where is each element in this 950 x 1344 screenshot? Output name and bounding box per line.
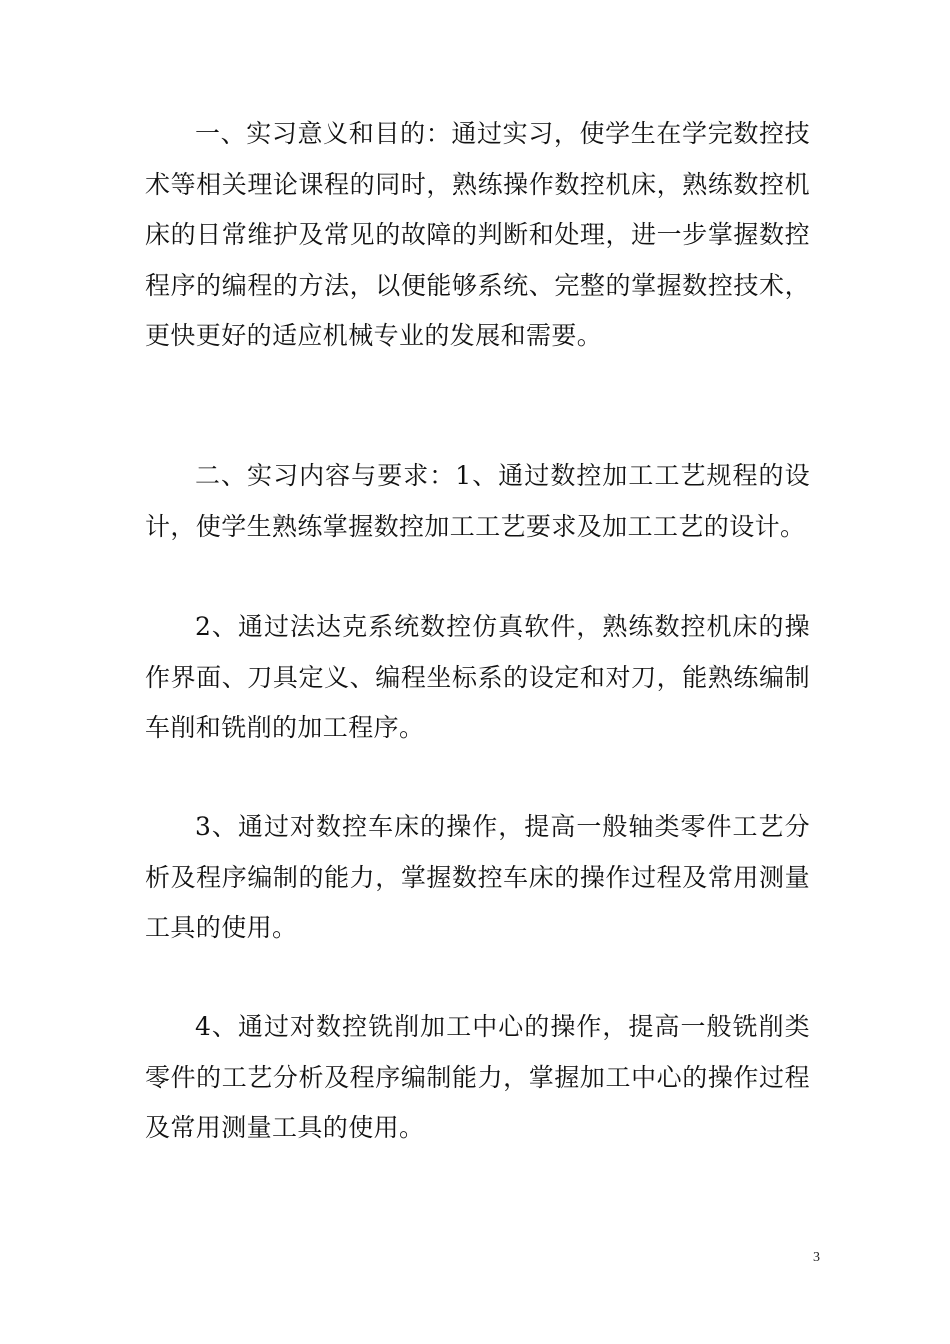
paragraph-requirement-4: 4、通过对数控铣削加工中心的操作，提高一般铣削类零件的工艺分析及程序编制能力，掌握加工中心的操作过程及常用测量工具的使用。 [145, 1012, 810, 1142]
paragraph-internship-purpose: 一、实习意义和目的：通过实习，使学生在学完数控技术等相关理论课程的同时，熟练操作数控机床，熟练数控机床的日常维护及常见的故障的判断和处理，进一步掌握数控程序的编程的方法，以便能够系统、完整的掌握数控技术，更快更好的适应机械专业的发展和需要。 [145, 119, 810, 350]
paragraph-requirement-3: 3、通过对数控车床的操作，提高一般轴类零件工艺分析及程序编制的能力，掌握数控车床的操作过程及常用测量工具的使用。 [145, 812, 810, 942]
page-number: 3 [813, 1250, 820, 1265]
paragraph-requirement-2: 2、通过法达克系统数控仿真软件，熟练数控机床的操作界面、刀具定义、编程坐标系的设定和对刀，能熟练编制车削和铣削的加工程序。 [145, 612, 810, 742]
paragraph-content-requirement-1: 二、实习内容与要求：1、通过数控加工工艺规程的设计，使学生熟练掌握数控加工工艺要求及加工工艺的设计。 [145, 461, 810, 541]
